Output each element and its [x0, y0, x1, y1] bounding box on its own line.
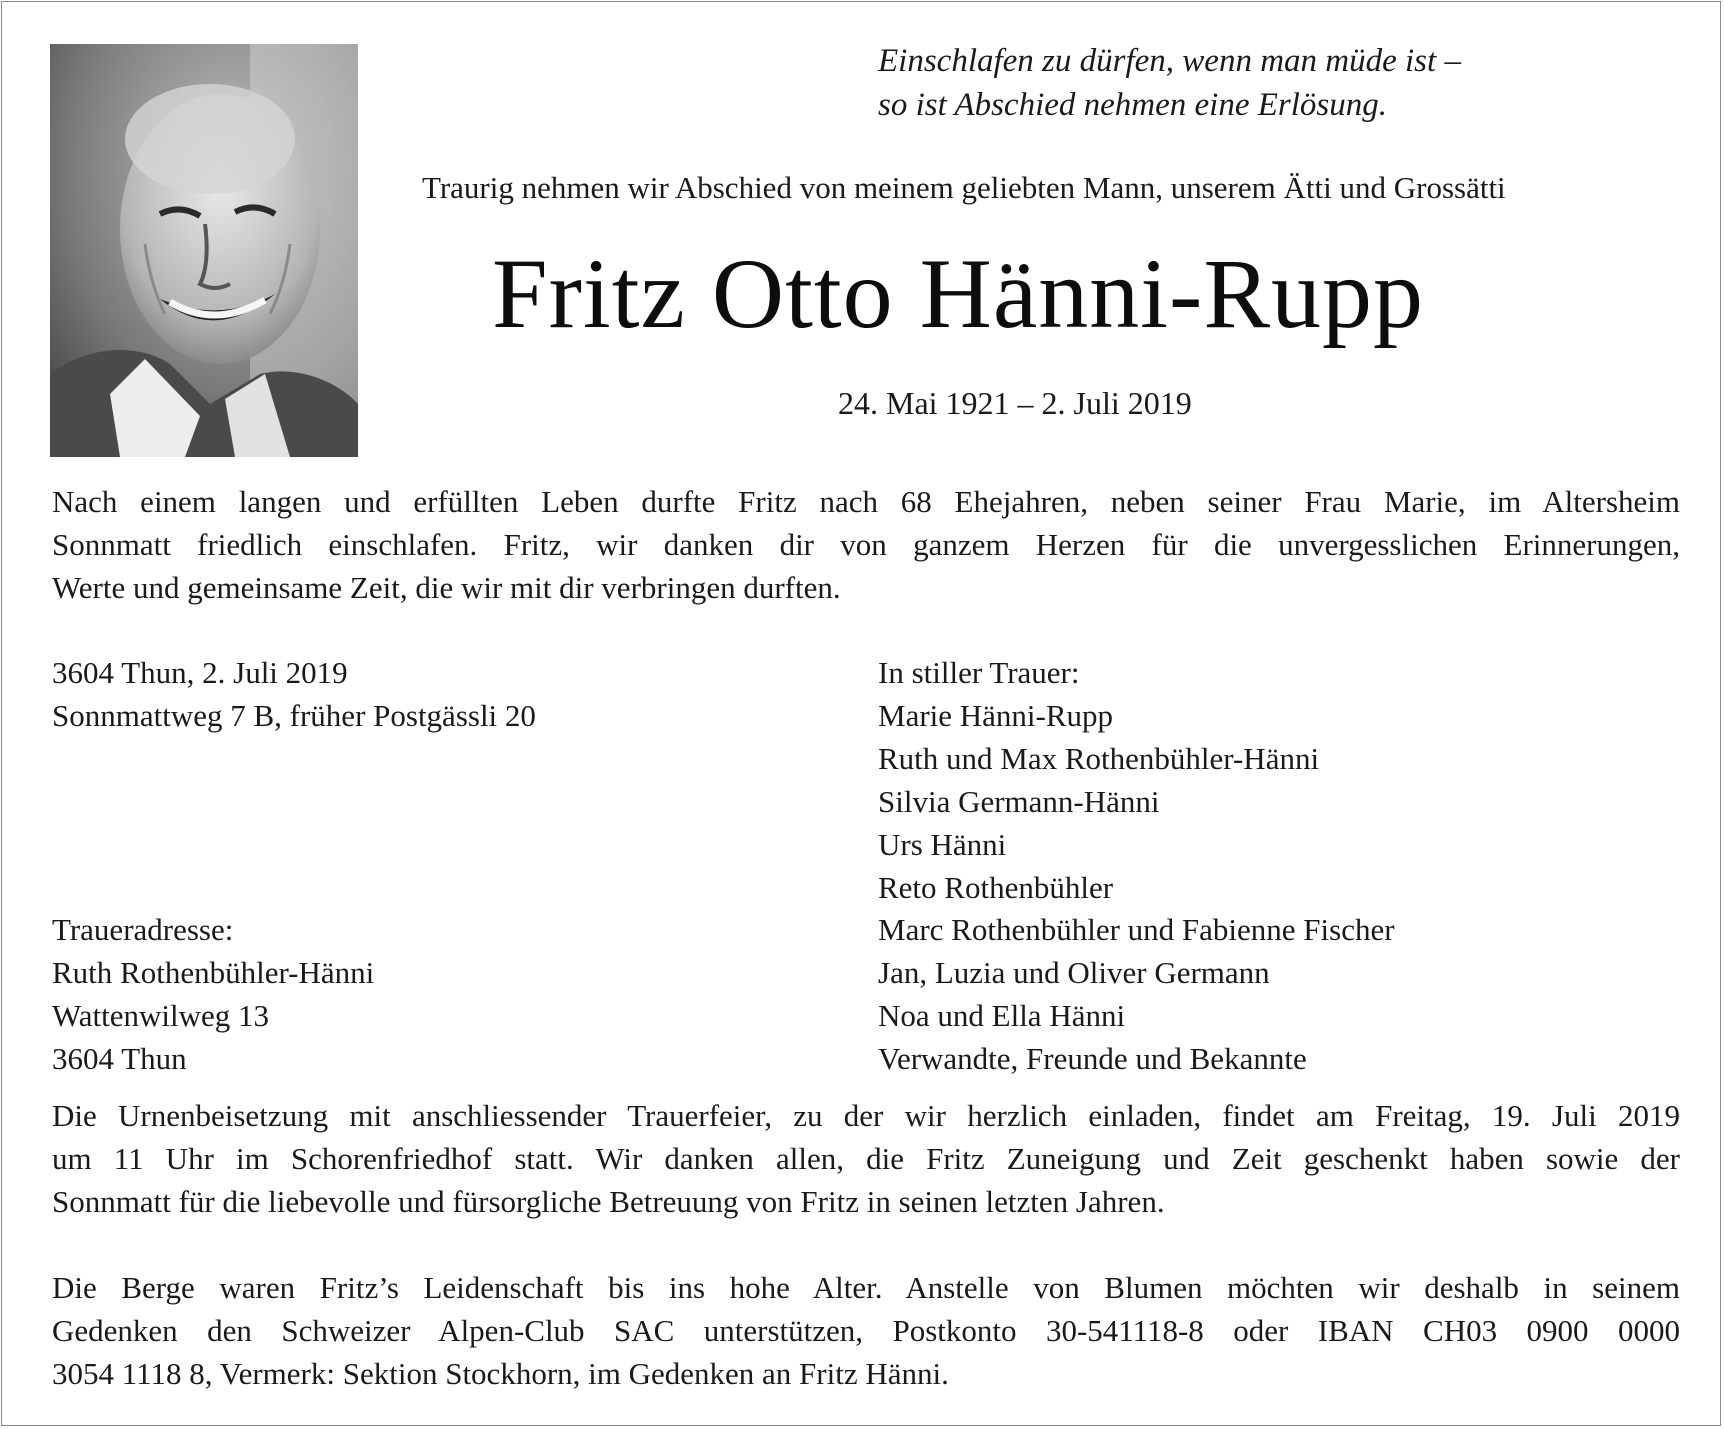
mourner-name: Marie Hänni-Rupp [878, 697, 1114, 733]
ceremony-paragraph [52, 1094, 1680, 1223]
mourner-name: Noa und Ella Hänni [878, 998, 1126, 1034]
portrait-photo [50, 44, 358, 457]
address-line-1: Ruth Rothenbühler-Hänni [52, 954, 375, 990]
donation-line-2: Gedenken den Schweizer Alpen-Club SAC unterstützen, Postkonto 30-541118-8 oder IBAN CH03 0900 0000 [52, 1313, 1680, 1348]
intro-line: Traurig nehmen wir Abschied von meinem geliebten Mann, unserem Ätti und Grossätti [422, 170, 1506, 205]
portrait-image [50, 44, 358, 457]
mourner-name: Silvia Germann-Hänni [878, 783, 1160, 819]
mourner-name: Ruth und Max Rothenbühler-Hänni [878, 740, 1320, 776]
donation-paragraph [52, 1266, 1680, 1395]
mourner-name: Marc Rothenbühler und Fabienne Fischer [878, 912, 1395, 948]
quote-line-2: so ist Abschied nehmen eine Erlösung. [878, 87, 1387, 123]
obituary-notice [1, 1, 1721, 1426]
mourner-name: Verwandte, Freunde und Bekannte [878, 1041, 1307, 1077]
address-line-3: 3604 Thun [52, 1040, 187, 1076]
deceased-name: Fritz Otto Hänni-Rupp [492, 238, 1425, 349]
address-heading: Traueradresse: [52, 912, 234, 947]
place-line-2: Sonnmattweg 7 B, früher Postgässli 20 [52, 697, 536, 733]
ceremony-line-1: Die Urnenbeisetzung mit anschliessender Trauerfeier, zu der wir herzlich einladen, findet am Freitag, 19. Juli 2019 [52, 1098, 1680, 1133]
mourner-name: Jan, Luzia und Oliver Germann [878, 955, 1270, 991]
mourning-address [52, 909, 374, 1081]
quote-line-1: Einschlafen zu dürfen, wenn man müde ist – [878, 43, 1461, 79]
mourners-list [878, 652, 1395, 1081]
place-line-1: 3604 Thun, 2. Juli 2019 [52, 655, 348, 690]
tribute-line-3: Werte und gemeinsame Zeit, die wir mit dir verbringen durften. [52, 570, 841, 605]
donation-line-1: Die Berge waren Fritz’s Leidenschaft bis ins hohe Alter. Anstelle von Blumen möchten wir deshalb in seinem [52, 1270, 1680, 1305]
epigraph-quote [878, 39, 1598, 127]
place-date-block [52, 652, 536, 738]
tribute-paragraph [52, 480, 1680, 609]
ceremony-line-3: Sonnmatt für die liebevolle und fürsorgliche Betreuung von Fritz in seinen letzten Jahren. [52, 1184, 1165, 1219]
ceremony-line-2: um 11 Uhr im Schorenfriedhof statt. Wir danken allen, die Fritz Zuneigung und Zeit geschenkt haben sowie der [52, 1141, 1680, 1176]
mourner-name: Urs Hänni [878, 826, 1007, 862]
tribute-line-1: Nach einem langen und erfüllten Leben durfte Fritz nach 68 Ehejahren, neben seiner Frau Marie, im Altersheim [52, 484, 1680, 519]
address-line-2: Wattenwilweg 13 [52, 997, 270, 1033]
mourners-heading: In stiller Trauer: [878, 655, 1080, 690]
donation-line-3: 3054 1118 8, Vermerk: Sektion Stockhorn, im Gedenken an Fritz Hänni. [52, 1356, 949, 1391]
tribute-line-2: Sonnmatt friedlich einschlafen. Fritz, wir danken dir von ganzem Herzen für die unvergesslichen Erinnerungen, [52, 527, 1680, 562]
life-dates: 24. Mai 1921 – 2. Juli 2019 [838, 385, 1192, 421]
mourner-name: Reto Rothenbühler [878, 869, 1114, 905]
